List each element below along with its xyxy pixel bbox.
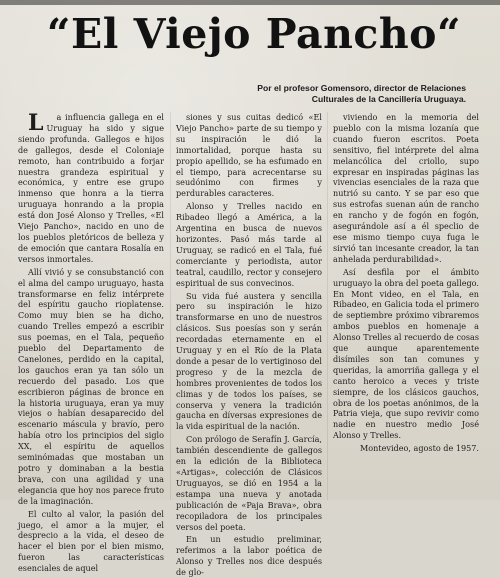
col3-paragraph-2: Así desfila por el ámbito uruguayo la obra del poeta gallego. En Mont video, en el Tala, en Ribadeo, en Galicia toda el primero de septiembre próximo vibraremos ambos pueblos en homenaje a Alonso Trelles al recuerdo de cosas que aunque aparentemente disímiles son tan comunes y queridas, la amorriña gallega y el canto heroico a veces y triste siempre, de los clásicos gauchos, obra de los poetas anónimos, de la Patria vieja, que supo revivir como nadie en nuestro medio José Alonso y Trelles.	[333, 266, 479, 441]
col2-paragraph-5: En un estudio preliminar, referimos a la labor poética de Alonso y Trelles nos dice después de glo-	[176, 534, 322, 578]
column-2	[176, 112, 322, 578]
col2-paragraph-1: siones y sus cuitas dedicó «El Viejo Pancho» parte de su tiempo y su inspiración le dió la inmortalidad, porque hasta su propio apellido, se ha esfumado en el tiempo, para acrecentarse su seudónimo con firmes y perdurables caracteres.	[176, 112, 322, 199]
dateline: Montevideo, agosto de 1957.	[359, 443, 479, 454]
column-3	[333, 112, 479, 454]
column-divider	[327, 112, 328, 500]
drop-cap: L	[28, 110, 44, 136]
col2-paragraph-3: Su vida fué austera y sencilla pero su inspiración le hizo transformarse en uno de nuestros clásicos. Sus poesías son y serán recordadas eternamente en el Uruguay y en el Río de la Plata donde a pesar de lo vertiginoso del progreso y de la mezcla de hombres provenientes de todos los climas y de todos los países, se conserva y venera la tradición gaucha en díversas expresiones de la vida espiritual de la nación.	[176, 290, 322, 432]
col2-paragraph-4: Con prólogo de Serafín J. García, también descendiente de gallegos en la edición de la Biblioteca «Artigas», colección de Clásicos Uruguayos, se dió en 1954 a la estampa una nueva y anotada publicación de «Paja Brava», obra recopiladora de los principales versos del poeta.	[176, 434, 322, 532]
col1-paragraph-1-text: a influencia gallega en el Uruguay ha sido y sigue siendo profunda. Gallegos e hijos de gallegos, desde el Coloniaje remoto, han contribuido a forjar nuestra grandeza espiritual y económica, y entre ese grupo inmenso que honra a la tierra uruguaya honrando a la propia está don José Alonso y Trelles, «El Viejo Pancho», nacido en uno de los pueblos pletóricos de belleza y de emoción que cantara Rosalía en versos inmortales.	[18, 112, 164, 264]
col1-paragraph-3: El culto al valor, la pasión del juego, el amor a la mujer, el desprecio a la vida, el deseo de hacer el bien por el bien mismo, fueron las características esenciales de aquel	[18, 508, 164, 574]
col1-paragraph-2: Allí vivió y se consubstanció con el alma del campo uruguayo, hasta transformarse en feliz intérprete del espíritu gaucho rioplatense. Como muy bien se ha dicho, cuando Trelles empezó a escribir sus poemas, en el Tala, pequeño pueblo del Departamento de Canelones, perdido en la capital, los gauchos eran ya tan sólo un recuerdo del pasado. Los que escribieron páginas de bronce en la historia uruguaya, eran ya muy viejos o habían desaparecido del escenario máscula y bravío, pero había otro los principios del siglo XX, el espíritu de aquellos seminómadas que mostaban un potro y dominaban a la bestia brava, con una agilidad y una elegancia que hoy nos parece fruto de la imaginación.	[18, 266, 164, 506]
article-byline	[166, 83, 466, 105]
column-divider	[170, 112, 171, 500]
top-rule	[0, 0, 500, 5]
col1-paragraph	[18, 112, 164, 265]
byline-line-2: Culturales de la Cancillería Uruguaya.	[311, 94, 466, 104]
col2-paragraph-2: Alonso y Trelles nacido en Ribadeo llegó a América, a la Argentina en busca de nuevos horizontes. Pasó más tarde al Uruguay, se radicó en el Tala, fué comerciante y periodista, autor teatral, caudillo, rector y consejero espiritual de sus convecinos.	[176, 201, 322, 288]
col3-paragraph-1: viviendo en la memoria del pueblo con la misma lozanía que cuando fueron escritos. Poeta sensitivo, fiel intérprete del alma melancólica del criollo, supo expresar en inspiradas páginas las vivencias esenciales de la raza que nutrió su canto. Y se par eso que sus estrofas suenan aún de rancho en rancho y de fogón en fogón, asegurándole así a él speclio de ese mismo tiempo cuya fuga le sirvió tan incesante creador, la tan anhelada perdurabilidad».	[333, 112, 479, 264]
byline-line-1: Por el profesor Gomensoro, director de Relaciones	[257, 83, 466, 93]
article-headline: “El Viejo Pancho“	[46, 10, 462, 58]
column-1	[18, 112, 164, 574]
